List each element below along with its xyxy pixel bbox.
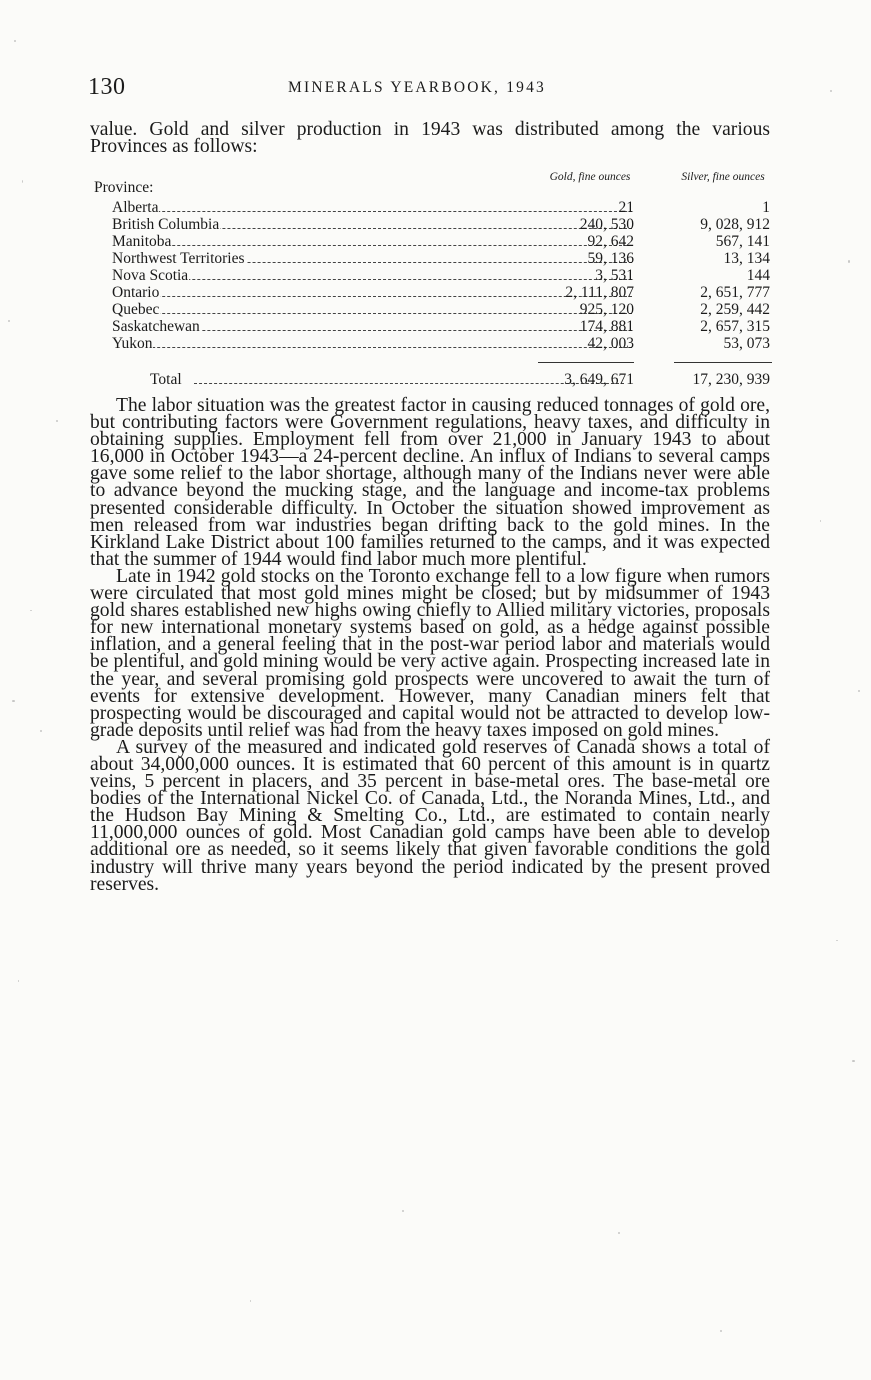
- paragraph-stocks: Late in 1942 gold stocks on the Toronto exchange fell to a low figure when rumors were circulated that most gold mines might be closed; but by midsummer of 1943 gold shares established new highs owing chiefly to Allied military victories, proposals for new international monetary systems based on gold, as a hedge against possible inflation, and a general feeling that in the post-war period labor and materials would be plentiful, and gold mining would be very active again. Prospecting increased late in the year, and several promising gold prospects were uncovered to await the turn of events for extensive development. However, many Canadian miners felt that prospecting would be discouraged and capital would not be attracted to develop low-grade deposits until relief was had from the heavy taxes imposed on gold mines.: [90, 565, 770, 741]
- dot-leader: [112, 347, 632, 348]
- intro-paragraph: [90, 119, 770, 158]
- table-row: [112, 268, 774, 283]
- dot-leader: [194, 383, 624, 384]
- dot-leader: [112, 296, 632, 297]
- province-name: Northwest Territories: [112, 250, 245, 267]
- table-row: [112, 217, 774, 232]
- gold-value: 240, 530: [579, 216, 634, 233]
- silver-total: 17, 230, 939: [692, 371, 770, 388]
- dot-leader: [112, 211, 632, 212]
- dot-leader: [112, 245, 632, 246]
- gold-sum-rule: [538, 362, 634, 363]
- province-name: Manitoba: [112, 233, 172, 250]
- paragraph-labor: The labor situation was the greatest factor in causing reduced tonnages of gold ore, but contributing factors were Government regulations, heavy taxes, and difficulty in obtaining supplies. Employment fell from over 21,000 in January 1943 to about 16,000 in October 1943—a 24-percent decline. An influx of Indians to several camps gave some relief to the labor shortage, although many of the Indians never were able to advance beyond the mucking stage, and the language and income-tax problems presented considerable difficulty. In October the situation showed improvement as men released from war industries began drifting back to the gold mines. In the Kirkland Lake District about 100 families returned to the camps, and it was expected that the summer of 1944 would find labor much more plentiful.: [90, 395, 770, 570]
- gold-value: 92, 642: [587, 233, 634, 250]
- gold-value: 174, 881: [579, 318, 634, 335]
- total-row: [150, 372, 774, 387]
- table-row: [112, 234, 774, 249]
- province-name: Yukon: [112, 335, 153, 352]
- silver-sum-rule: [674, 362, 772, 363]
- table-row: [112, 336, 774, 351]
- gold-value: 3, 531: [595, 267, 634, 284]
- intro-text: value. Gold and silver production in 1943 was distributed among the various Provinces as follows:: [90, 119, 770, 158]
- silver-value: 13, 134: [723, 250, 770, 267]
- running-head: [88, 74, 778, 102]
- silver-value: 53, 073: [723, 335, 770, 352]
- silver-value: 2, 651, 777: [700, 284, 770, 301]
- gold-total: 3, 649, 671: [564, 371, 634, 388]
- table-row: [112, 302, 774, 317]
- silver-value: 144: [746, 267, 770, 284]
- gold-value: 925, 120: [579, 301, 634, 318]
- table-row: [112, 251, 774, 266]
- table-row: [112, 285, 774, 300]
- province-label: Province:: [94, 179, 154, 196]
- silver-column-header: Silver, fine ounces: [681, 171, 765, 183]
- silver-value: 567, 141: [715, 233, 770, 250]
- province-name: Ontario: [112, 284, 160, 301]
- gold-value: 59, 136: [587, 250, 634, 267]
- province-name: Nova Scotia: [112, 267, 189, 284]
- silver-value: 2, 259, 442: [700, 301, 770, 318]
- table-row: [112, 319, 774, 334]
- gold-value: 21: [618, 199, 634, 216]
- body-text: [90, 397, 770, 893]
- silver-value: 2, 657, 315: [700, 318, 770, 335]
- table-row: [112, 200, 774, 215]
- gold-value: 2, 111, 807: [565, 284, 634, 301]
- province-name: Quebec: [112, 301, 160, 318]
- paragraph-reserves: A survey of the measured and indicated gold reserves of Canada shows a total of about 34,000,000 ounces. It is estimated that 60 percent of this amount is in quartz veins, 5 percent in placers, and 35 percent in base-metal ores. The base-metal ore bodies of the International Nickel Co. of Canada, Ltd., the Noranda Mines, Ltd., and the Hudson Bay Mining & Smelting Co., Ltd., are estimated to contain nearly 11,000,000 ounces of gold. Most Canadian gold camps have been able to develop additional ore as needed, so it seems likely that given favorable conditions the gold industry will thrive many years beyond the period indicated by the present proved reserves.: [90, 736, 770, 895]
- gold-column-header: Gold, fine ounces: [549, 171, 631, 183]
- silver-value: 1: [762, 199, 770, 216]
- silver-value: 9, 028, 912: [700, 216, 770, 233]
- province-name: Alberta: [112, 199, 159, 216]
- page-number: 130: [88, 74, 126, 100]
- total-label: Total: [150, 371, 182, 388]
- running-title: MINERALS YEARBOOK, 1943: [288, 79, 546, 96]
- production-table: [94, 172, 774, 392]
- dot-leader: [112, 313, 632, 314]
- province-name: Saskatchewan: [112, 318, 200, 335]
- dot-leader: [112, 279, 632, 280]
- province-name: British Columbia: [112, 216, 220, 233]
- gold-value: 42, 003: [587, 335, 634, 352]
